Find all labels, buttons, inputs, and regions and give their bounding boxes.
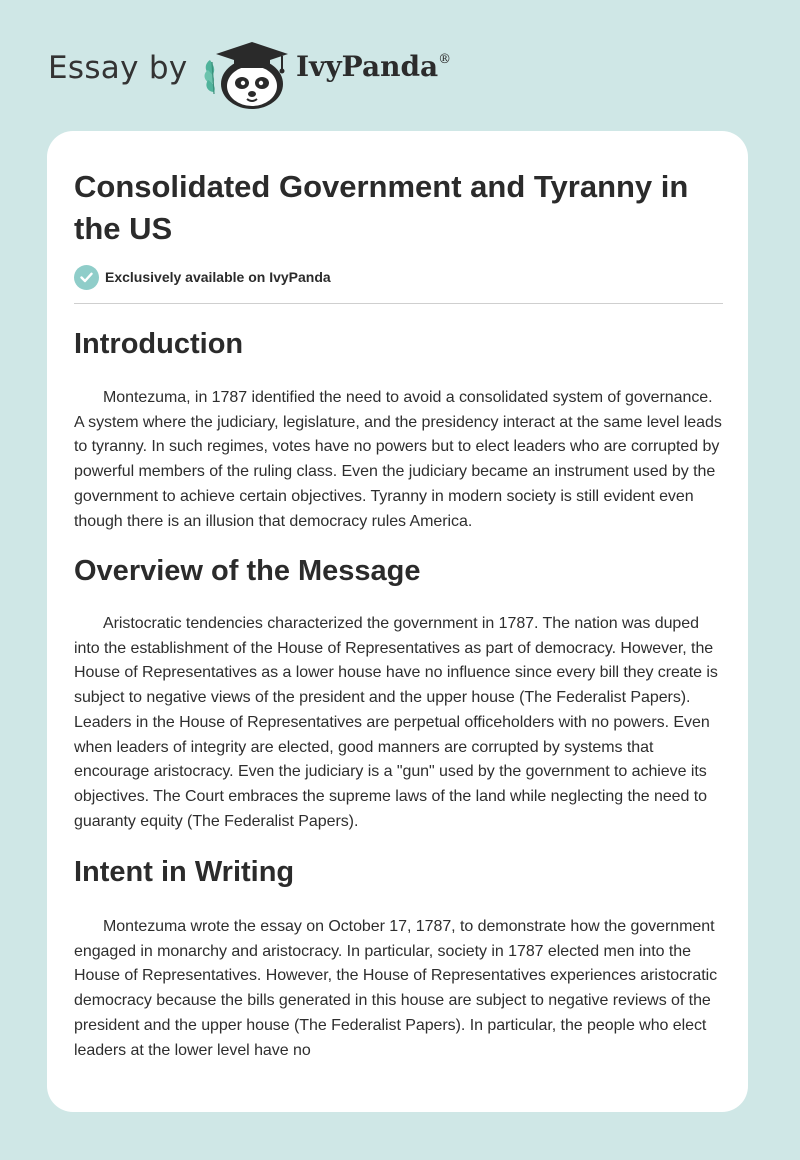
exclusive-badge: [74, 264, 331, 290]
exclusive-label: Exclusively available on IvyPanda: [105, 269, 331, 285]
essay-by-label: Essay by: [48, 50, 188, 86]
page-title: Consolidated Government and Tyranny in the US: [74, 169, 689, 246]
divider: [74, 303, 723, 304]
site-header: [0, 0, 800, 130]
section-heading: Overview of the Message: [74, 555, 421, 587]
section-heading: Intent in Writing: [74, 856, 295, 888]
section-paragraph: Montezuma, in 1787 identified the need to avoid a consolidated system of governance. A system where the judiciary, legislature, and the presidency interact at the same level leads to tyranny. In such regimes, votes have no powers but to elect leaders who are corrupted by powerful members of the ruling class. Even the judiciary became an instrument used by the government to achieve certain objectives. Tyranny in modern society is still evident even though there is an illusion that democracy rules America.: [74, 389, 722, 530]
brand-name-text: IvyPanda: [296, 50, 439, 83]
section-intent: [74, 854, 723, 1059]
brand-name[interactable]: [296, 50, 451, 83]
section-heading: Introduction: [74, 328, 244, 360]
leaf-icon: [205, 60, 215, 94]
section-paragraph: Montezuma wrote the essay on October 17, 1787, to demonstrate how the government engaged in monarchy and aristocracy. In particular, society in 1787 elected men into the House of Representatives. However, the House of Representatives experiences aristocratic democracy because the bills generated in this house are subject to negative reviews of the president and the upper house (The Federalist Papers). In particular, the people who elect leaders at the lower level have no: [74, 918, 718, 1059]
check-icon: [74, 265, 99, 290]
section-introduction: [74, 326, 723, 530]
section-overview: [74, 553, 723, 830]
registered-mark: ®: [438, 52, 452, 67]
ivypanda-logo-icon[interactable]: [202, 36, 294, 110]
essay-card: [47, 131, 748, 1112]
section-paragraph: Aristocratic tendencies characterized the government in 1787. The nation was duped into the establishment of the House of Representatives as part of democracy. However, the House of Representatives as a lower house have no influence since every bill they create is subject to negative views of the president and the upper house (The Federalist Papers). Leaders in the House of Representatives are perpetual officeholders with no powers. Even when leaders of integrity are elected, good manners are corrupted by systems that encourage aristocracy. Even the judiciary is a "gun" used by the government to achieve its objectives. The Court embraces the supreme laws of the land while neglecting the need to guaranty equity (The Federalist Papers).: [74, 615, 718, 830]
